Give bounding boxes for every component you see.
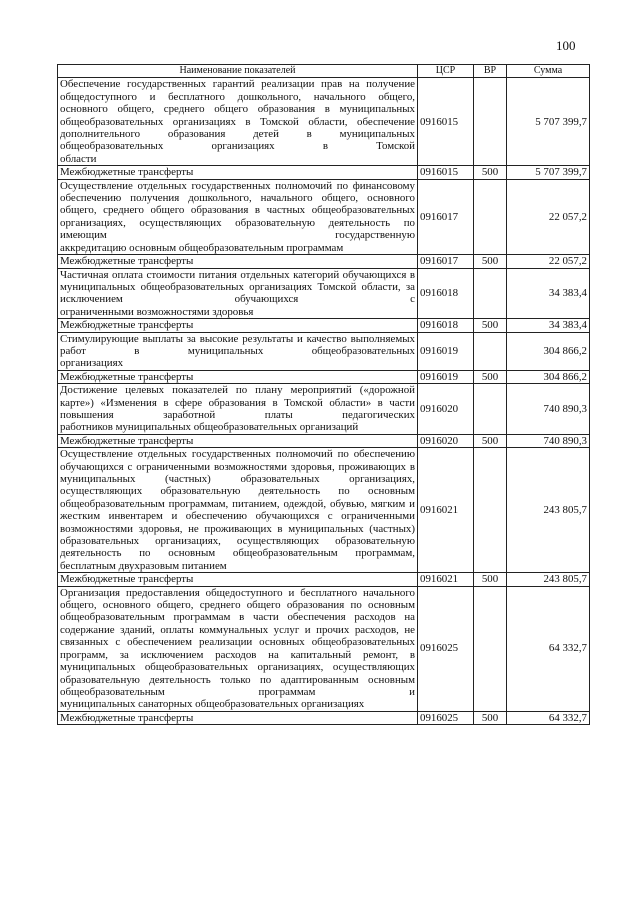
row-sum: 304 866,2 [507, 332, 590, 370]
row-csr: 0916019 [418, 332, 474, 370]
header-csr: ЦСР [418, 65, 474, 78]
row-name-text: Межбюджетные трансферты [60, 711, 194, 724]
row-name-text: Межбюджетные трансферты [60, 434, 194, 447]
row-vr: 500 [474, 711, 507, 724]
row-name-last-line: области [60, 152, 97, 165]
table-row [58, 319, 590, 332]
row-name [58, 179, 418, 254]
table-row [58, 448, 590, 573]
row-vr [474, 179, 507, 254]
header-sum: Сумма [507, 65, 590, 78]
row-csr: 0916021 [418, 448, 474, 573]
row-name-text: Осуществление отдельных государственных полномочий по финансовому обеспечению получения дошкольного, начального общего, основного общего, среднего общего образования в частных общеобразовательных организациях, осуществляющих образовательную деятельность по имеющим государственную [60, 179, 415, 242]
table-row [58, 255, 590, 268]
row-name [58, 370, 418, 383]
row-csr: 0916017 [418, 255, 474, 268]
header-name: Наименование показателей [58, 65, 418, 78]
row-name-text: Осуществление отдельных государственных полномочий по обеспечению обучающихся с ограниченными возможностями здоровья, проживающих в муниципальных (частных) образовательных организациях, осуществляющих образовательную деятельность по основным общеобразовательным программам, питанием, одеждой, обувью, мягким и жестким инвентарем и обеспечению обучающихся с ограниченными возможностями здоровья, не проживающих в муниципальных (частных) образовательных организациях, осуществляющих образовательную деятельность по основным общеобразовательным программам, [60, 448, 415, 560]
row-vr [474, 384, 507, 435]
row-name-text: Достижение целевых показателей по плану мероприятий («дорожной карте») «Изменения в сфере образования в Томской области» в части повышения заработной платы педагогических [60, 384, 415, 421]
row-sum: 5 707 399,7 [507, 166, 590, 179]
row-vr: 500 [474, 255, 507, 268]
row-sum: 22 057,2 [507, 179, 590, 254]
row-name-last-line: аккредитацию основным общеобразовательным программам [60, 241, 344, 254]
row-csr: 0916025 [418, 586, 474, 711]
row-name-text: Межбюджетные трансферты [60, 255, 194, 268]
row-name [58, 268, 418, 319]
row-sum: 22 057,2 [507, 255, 590, 268]
row-name [58, 711, 418, 724]
row-csr: 0916019 [418, 370, 474, 383]
page-number: 100 [556, 38, 576, 53]
row-name-text: Межбюджетные трансферты [60, 370, 194, 383]
row-sum: 740 890,3 [507, 434, 590, 447]
row-name-text: Стимулирующие выплаты за высокие результаты и качество выполняемых работ в муниципальных общеобразовательных [60, 332, 415, 357]
row-name-text: Организация предоставления общедоступного и бесплатного начального общего, основного общего, среднего общего образования по основным общеобразовательным программам в части обеспечения расходов на содержание зданий, оплаты коммунальных услуг и прочих расходов, не связанных с обеспечением реализации основных общеобразовательных программ, за исключением расходов на капитальный ремонт, в муниципальных общеобразовательных организациях, осуществляющих образовательную деятельность только по адаптированным основным общеобразовательным программам и [60, 586, 415, 698]
row-sum: 34 383,4 [507, 319, 590, 332]
row-csr: 0916020 [418, 434, 474, 447]
row-name [58, 166, 418, 179]
row-name [58, 573, 418, 586]
row-name [58, 384, 418, 435]
row-name [58, 434, 418, 447]
row-csr: 0916018 [418, 268, 474, 319]
table-row [58, 268, 590, 319]
row-csr: 0916018 [418, 319, 474, 332]
row-vr [474, 448, 507, 573]
row-sum: 34 383,4 [507, 268, 590, 319]
row-name [58, 586, 418, 711]
row-name-text: Обеспечение государственных гарантий реализации прав на получение общедоступного и бесплатного дошкольного, начального общего, основного общего, среднего общего образования в муниципальных общеобразовательных организациях в Томской области, обеспечение дополнительного образования детей в муниципальных общеобразовательных организациях в Томской [60, 78, 415, 153]
row-name [58, 448, 418, 573]
table-header-row [58, 65, 590, 78]
row-name-text: Частичная оплата стоимости питания отдельных категорий обучающихся в муниципальных общеобразовательных организациях Томской области, за исключением обучающихся с [60, 268, 415, 306]
row-vr [474, 586, 507, 711]
row-name [58, 78, 418, 166]
table-row [58, 166, 590, 179]
row-vr: 500 [474, 370, 507, 383]
budget-table [57, 64, 590, 725]
row-csr: 0916025 [418, 711, 474, 724]
table-row [58, 384, 590, 435]
table-row [58, 586, 590, 711]
table-row [58, 332, 590, 370]
row-vr [474, 78, 507, 166]
table-row [58, 711, 590, 724]
row-name-text: Межбюджетные трансферты [60, 319, 194, 332]
row-name [58, 319, 418, 332]
row-sum: 64 332,7 [507, 586, 590, 711]
row-csr: 0916015 [418, 166, 474, 179]
row-vr [474, 332, 507, 370]
row-name [58, 255, 418, 268]
row-sum: 64 332,7 [507, 711, 590, 724]
row-csr: 0916017 [418, 179, 474, 254]
row-sum: 243 805,7 [507, 573, 590, 586]
table-row [58, 434, 590, 447]
row-sum: 5 707 399,7 [507, 78, 590, 166]
row-name-text: Межбюджетные трансферты [60, 166, 194, 179]
table-row [58, 78, 590, 166]
row-sum: 243 805,7 [507, 448, 590, 573]
row-csr: 0916020 [418, 384, 474, 435]
row-sum: 304 866,2 [507, 370, 590, 383]
row-csr: 0916015 [418, 78, 474, 166]
row-name-last-line: организациях [60, 357, 124, 370]
row-vr: 500 [474, 573, 507, 586]
row-name-last-line: работников муниципальных общеобразовательных организаций [60, 421, 359, 434]
row-name-last-line: муниципальных санаторных общеобразовательных организациях [60, 698, 365, 711]
table-row [58, 573, 590, 586]
row-name [58, 332, 418, 370]
row-name-last-line: бесплатным двухразовым питанием [60, 559, 227, 572]
row-sum: 740 890,3 [507, 384, 590, 435]
row-csr: 0916021 [418, 573, 474, 586]
row-vr: 500 [474, 434, 507, 447]
row-vr [474, 268, 507, 319]
header-vr: ВР [474, 65, 507, 78]
row-vr: 500 [474, 166, 507, 179]
row-name-last-line: ограниченными возможностями здоровья [60, 305, 254, 318]
row-vr: 500 [474, 319, 507, 332]
table-row [58, 179, 590, 254]
table-row [58, 370, 590, 383]
row-name-text: Межбюджетные трансферты [60, 573, 194, 586]
